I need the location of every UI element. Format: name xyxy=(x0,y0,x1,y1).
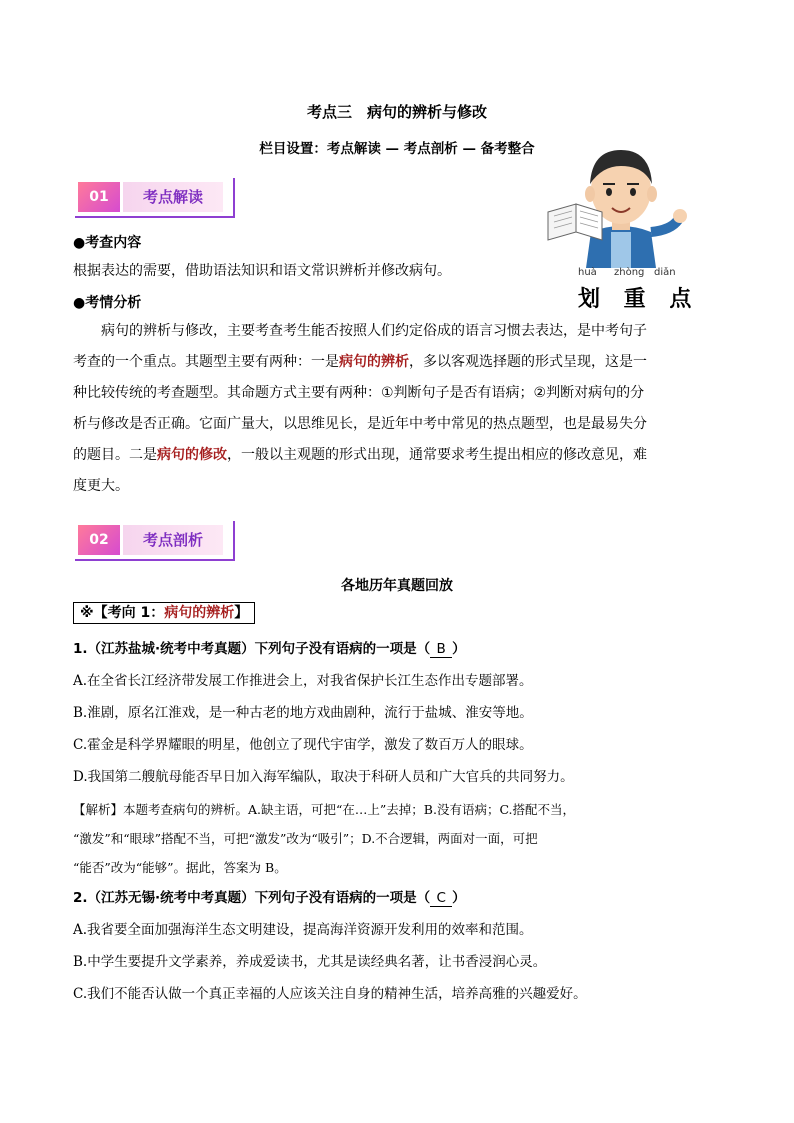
section-badge-01 xyxy=(75,178,235,218)
section-label: 考点解读 xyxy=(123,182,223,212)
question-2-answer: C xyxy=(430,890,452,907)
key-point-mark: 划 重 点 xyxy=(578,287,700,312)
teacher-cartoon-icon xyxy=(546,132,696,268)
analysis-line-2a: 考查的一个重点。其题型主要有两种：一是 xyxy=(73,354,339,370)
section-number: 01 xyxy=(78,182,120,212)
analysis-row-2: “激发”和“眼球”搭配不当，可把“激发”改为“吸引”；D.不合逻辑，两面对一面，可把 xyxy=(73,831,538,846)
bullet-exam-analysis: ●考情分析 xyxy=(73,295,142,311)
direction-keyword: 病句的辨析 xyxy=(164,605,235,621)
direction-suffix: 】 xyxy=(234,605,249,621)
analysis-row-3: “能否”改为“能够”。据此，答案为 B。 xyxy=(73,860,287,875)
section-number: 02 xyxy=(78,525,120,555)
analysis-line-1: 病句的辨析与修改，主要考查考生能否按照人们约定俗成的语言习惯去表达，是中考句子 xyxy=(101,323,647,339)
question-1-text: 1.（江苏盐城·统考中考真题）下列句子没有语病的一项是（ xyxy=(73,641,431,657)
question-2-text: 2.（江苏无锡·统考中考真题）下列句子没有语病的一项是（ xyxy=(73,890,431,906)
keyword-revise: 病句的修改 xyxy=(157,447,227,463)
question-1-option-a: A.在全省长江经济带发展工作推进会上，对我省保护长江生态作出专题部署。 xyxy=(73,673,533,689)
question-2-stem xyxy=(73,886,466,907)
review-heading: 各地历年真题回放 xyxy=(341,578,453,594)
direction-prefix: ※【考向 1： xyxy=(80,605,165,621)
question-1-answer: B xyxy=(430,641,452,658)
pinyin-hua: huà xyxy=(578,267,597,278)
section-label: 考点剖析 xyxy=(123,525,223,555)
question-1-option-b: B.淮剧，原名江淮戏，是一种古老的地方戏曲剧种，流行于盐城、淮安等地。 xyxy=(73,705,533,721)
teacher-illustration xyxy=(546,132,696,268)
analysis-line-2 xyxy=(73,347,733,378)
analysis-line-5b: ，一般以主观题的形式出现，通常要求考生提出相应的修改意见，难 xyxy=(227,447,647,463)
question-1-analysis xyxy=(73,795,733,882)
question-2-close: ） xyxy=(452,890,466,906)
bullet-exam-content: ●考查内容 xyxy=(73,235,142,251)
column-settings-subtitle: 栏目设置：考点解读 — 考点剖析 — 备考整合 xyxy=(259,141,535,157)
analysis-line-3: 种比较传统的考查题型。其命题方式主要有两种：①判断句子是否有语病；②判断对病句的分 xyxy=(73,385,645,401)
analysis-line-5a: 的题目。二是 xyxy=(73,447,157,463)
analysis-line-6: 度更大。 xyxy=(73,478,129,494)
analysis-line-4: 析与修改是否正确。它面广量大，以思维见长，是近年中考中常见的热点题型，也是最易失分 xyxy=(73,416,647,432)
analysis-paragraph xyxy=(73,316,733,502)
exam-content-text: 根据表达的需要，借助语法知识和语文常识辨析并修改病句。 xyxy=(73,263,451,279)
pinyin-zhong: zhòng xyxy=(614,267,645,278)
analysis-row-1: 【解析】本题考查病句的辨析。A.缺主语，可把“在…上”去掉；B.没有语病；C.搭配不当， xyxy=(73,802,576,817)
question-1-stem xyxy=(73,637,466,658)
question-1-option-d: D.我国第二艘航母能否早日加入海军编队，取决于科研人员和广大官兵的共同努力。 xyxy=(73,769,574,785)
keyword-identify: 病句的辨析 xyxy=(339,354,409,370)
question-1-option-c: C.霍金是科学界耀眼的明星，他创立了现代宇宙学，激发了数百万人的眼球。 xyxy=(73,737,533,753)
question-2-option-b: B.中学生要提升文学素养，养成爱读书，尤其是读经典名著，让书香浸润心灵。 xyxy=(73,954,547,970)
question-1-close: ） xyxy=(452,641,466,657)
page-title: 考点三 病句的辨析与修改 xyxy=(306,103,487,121)
pinyin-dian: diǎn xyxy=(654,267,676,278)
analysis-line-2b: ，多以客观选择题的形式呈现，这是一 xyxy=(409,354,647,370)
question-2-option-c: C.我们不能否认做一个真正幸福的人应该关注自身的精神生活，培养高雅的兴趣爱好。 xyxy=(73,986,587,1002)
question-2-option-a: A.我省要全面加强海洋生态文明建设，提高海洋资源开发利用的效率和范围。 xyxy=(73,922,533,938)
analysis-line-5 xyxy=(73,440,733,471)
direction-box xyxy=(73,602,255,622)
section-badge-02 xyxy=(75,521,235,561)
direction-label xyxy=(73,602,255,624)
